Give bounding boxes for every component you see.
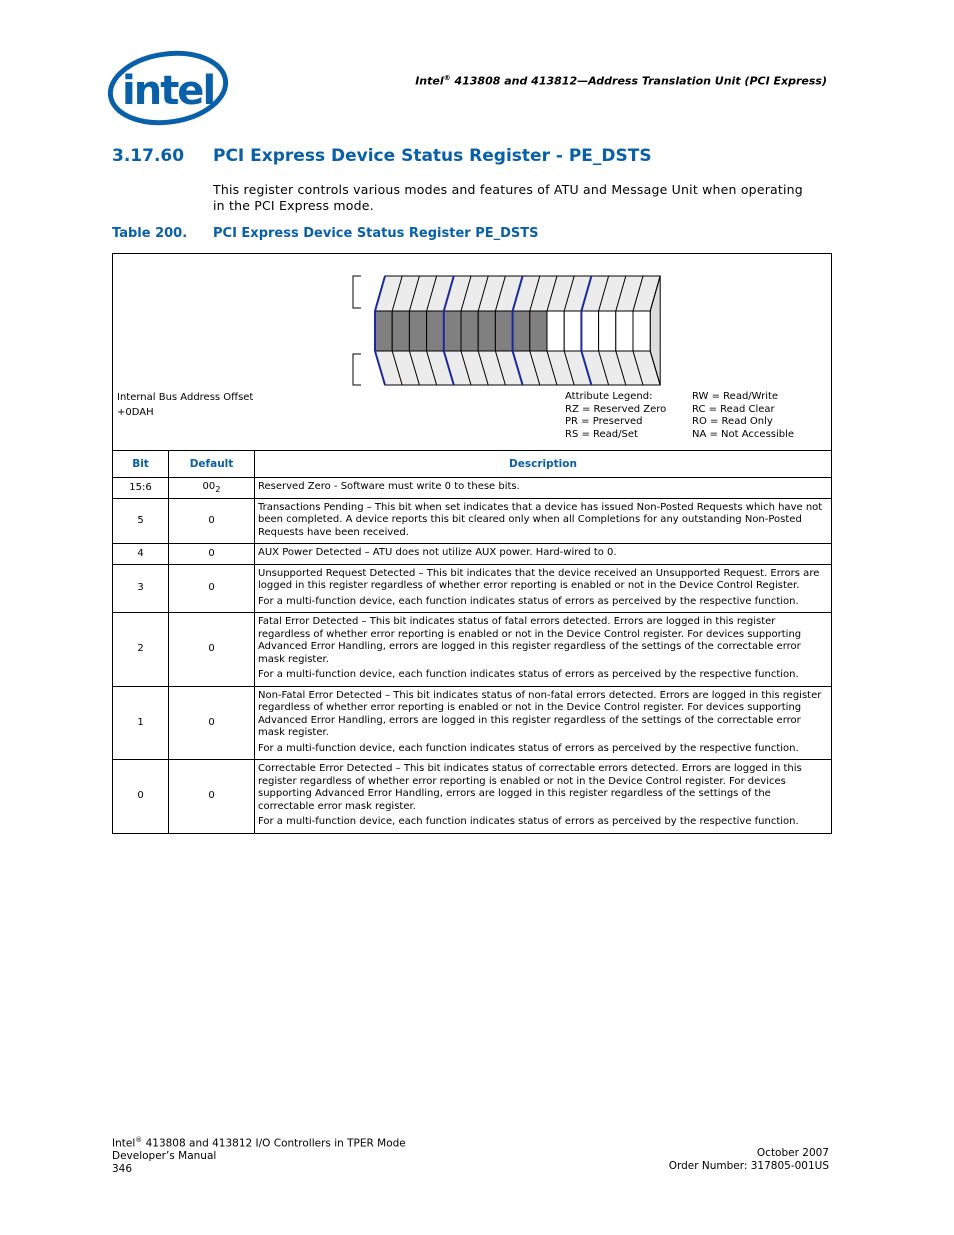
bracket-top <box>353 276 361 308</box>
table-row <box>113 544 832 565</box>
default-value: 0 <box>208 582 215 593</box>
description-cell <box>255 613 832 687</box>
bit-cell: 4 <box>113 544 169 565</box>
description-cell <box>255 686 832 760</box>
default-radix: 2 <box>215 483 221 494</box>
register-bit-cell <box>478 311 495 351</box>
footer-left <box>112 1134 406 1175</box>
default-value: 0 <box>208 716 215 728</box>
legend-entry: RW = Read/Write <box>692 391 779 402</box>
register-bit-cell <box>530 311 547 351</box>
attribute-legend <box>565 391 822 441</box>
bit-cell: 3 <box>113 564 169 613</box>
footer-right <box>669 1147 829 1172</box>
description-paragraph: For a multi-function device, each function indicates status of errors as perceived by the respective function. <box>258 595 799 607</box>
running-header: Intel® 413808 and 413812—Address Translation Unit (PCI Express) <box>415 74 827 88</box>
address-offset <box>117 390 253 420</box>
section-intro: This register controls various modes and features of ATU and Message Unit when operating in the PCI Express mode. <box>213 182 803 213</box>
table-row <box>113 613 832 687</box>
description-cell <box>255 564 832 613</box>
legend-entry: PR = Preserved <box>565 416 643 427</box>
table-title: PCI Express Device Status Register PE_DSTS <box>213 226 539 241</box>
table-caption <box>112 226 539 241</box>
register-bit-field-graphic <box>351 272 671 390</box>
address-offset-value: +0DAH <box>117 407 154 418</box>
register-bit-cell <box>547 311 564 351</box>
register-bit-cell <box>427 311 444 351</box>
table-row <box>113 564 832 613</box>
default-value: 00 <box>202 480 216 492</box>
description-cell <box>255 498 832 544</box>
legend-entry: NA = Not Accessible <box>692 428 795 440</box>
register-bit-cell <box>616 311 633 351</box>
intel-logo <box>106 48 230 128</box>
table-header-row <box>113 451 832 478</box>
register-bit-cell <box>564 311 581 351</box>
bit-cell: 1 <box>113 686 169 760</box>
description-cell <box>255 544 832 565</box>
description-cell <box>255 760 832 834</box>
address-offset-label: Internal Bus Address Offset <box>117 392 254 403</box>
register-bit-cell <box>599 311 616 351</box>
footer-order-number: Order Number: 317805-001US <box>668 1159 829 1172</box>
description-paragraph: Unsupported Request Detected – This bit indicates that the device received an Unsupported Request. Errors are logged in this register regardless of whether error reporting is enabled or not in the Device Control Register. <box>258 567 820 591</box>
table-row <box>113 498 832 544</box>
register-bit-cell <box>444 311 461 351</box>
header-description: Description <box>255 451 832 478</box>
page-number: 346 <box>112 1162 133 1175</box>
bit-description-table <box>112 450 832 834</box>
register-bit-cell <box>581 311 598 351</box>
register-bit-cell <box>375 311 392 351</box>
svg-text:intel: intel <box>122 68 215 114</box>
register-bit-cell <box>513 311 530 351</box>
default-cell <box>169 686 255 760</box>
description-paragraph: Non-Fatal Error Detected – This bit indicates status of non-fatal errors detected. Errors are logged in this register regardless of whether error reporting is enabled or not in the Device Control register. For devices supporting Advanced Error Handling, errors are logged in this register regardless of the settings of the correctable error mask register. <box>258 689 822 738</box>
register-bit-cell <box>495 311 512 351</box>
register-bit-cell <box>461 311 478 351</box>
footer-product: Intel® 413808 and 413812 I/O Controllers in TPER Mode <box>112 1136 406 1150</box>
section-number: 3.17.60 <box>112 146 185 166</box>
bit-cell: 5 <box>113 498 169 544</box>
register-bit-cell <box>409 311 426 351</box>
description-cell <box>255 478 832 499</box>
description-paragraph: For a multi-function device, each function indicates status of errors as perceived by the respective function. <box>258 742 799 754</box>
table-number: Table 200. <box>112 226 188 241</box>
section-heading <box>112 146 652 166</box>
default-value: 0 <box>208 790 215 801</box>
description-paragraph: Correctable Error Detected – This bit indicates status of correctable errors detected. Errors are logged in this register regardless of whether error reporting is enabled or not in the Device Control register. For devices supporting Advanced Error Handling, errors are logged in this register regardless of the settings of the correctable error mask register. <box>258 763 802 812</box>
description-paragraph: Fatal Error Detected – This bit indicates status of fatal errors detected. Errors are logged in this register regardless of whether error reporting is enabled or not in the Device Control register. For devices supporting Advanced Error Handling, errors are logged in this register regardless of the settings of the correctable error mask register. <box>258 616 802 665</box>
default-value: 0 <box>208 514 215 526</box>
register-bit-cell <box>633 311 650 351</box>
legend-entry: RC = Read Clear <box>692 403 775 415</box>
footer-manual: Developer’s Manual <box>112 1150 217 1162</box>
default-cell <box>169 478 255 499</box>
description-paragraph: AUX Power Detected – ATU does not utilize AUX power. Hard-wired to 0. <box>258 547 617 558</box>
default-value: 0 <box>208 547 215 559</box>
description-paragraph: For a multi-function device, each function indicates status of errors as perceived by the respective function. <box>258 669 799 680</box>
description-paragraph: Reserved Zero - Software must write 0 to these bits. <box>258 481 520 492</box>
table-row <box>113 478 832 499</box>
legend-entry: RZ = Reserved Zero <box>565 403 667 415</box>
legend-entry: RO = Read Only <box>692 416 773 427</box>
legend-entry: RS = Read/Set <box>565 428 638 440</box>
default-cell <box>169 544 255 565</box>
default-cell <box>169 498 255 544</box>
default-value: 0 <box>208 643 215 654</box>
default-cell <box>169 564 255 613</box>
header-bit: Bit <box>113 451 169 478</box>
bit-cell: 0 <box>113 760 169 834</box>
bit-cell: 2 <box>113 613 169 687</box>
register-diagram <box>112 253 832 451</box>
description-paragraph: Transactions Pending – This bit when set indicates that a device has issued Non-Posted Requests which have not been completed. A device reports this bit cleared only when all Completions for any outstanding Non-Posted Requests have been received. <box>258 501 823 538</box>
default-cell <box>169 760 255 834</box>
table-row <box>113 686 832 760</box>
footer-date: October 2007 <box>756 1147 829 1159</box>
section-title: PCI Express Device Status Register - PE_DSTS <box>213 146 652 166</box>
bit-cell: 15:6 <box>113 478 169 499</box>
header-default: Default <box>169 451 255 478</box>
legend-title: Attribute Legend: <box>565 391 653 402</box>
default-cell <box>169 613 255 687</box>
description-paragraph: For a multi-function device, each function indicates status of errors as perceived by the respective function. <box>258 816 799 827</box>
bracket-bottom <box>353 354 361 385</box>
register-bit-cell <box>392 311 409 351</box>
table-row <box>113 760 832 834</box>
